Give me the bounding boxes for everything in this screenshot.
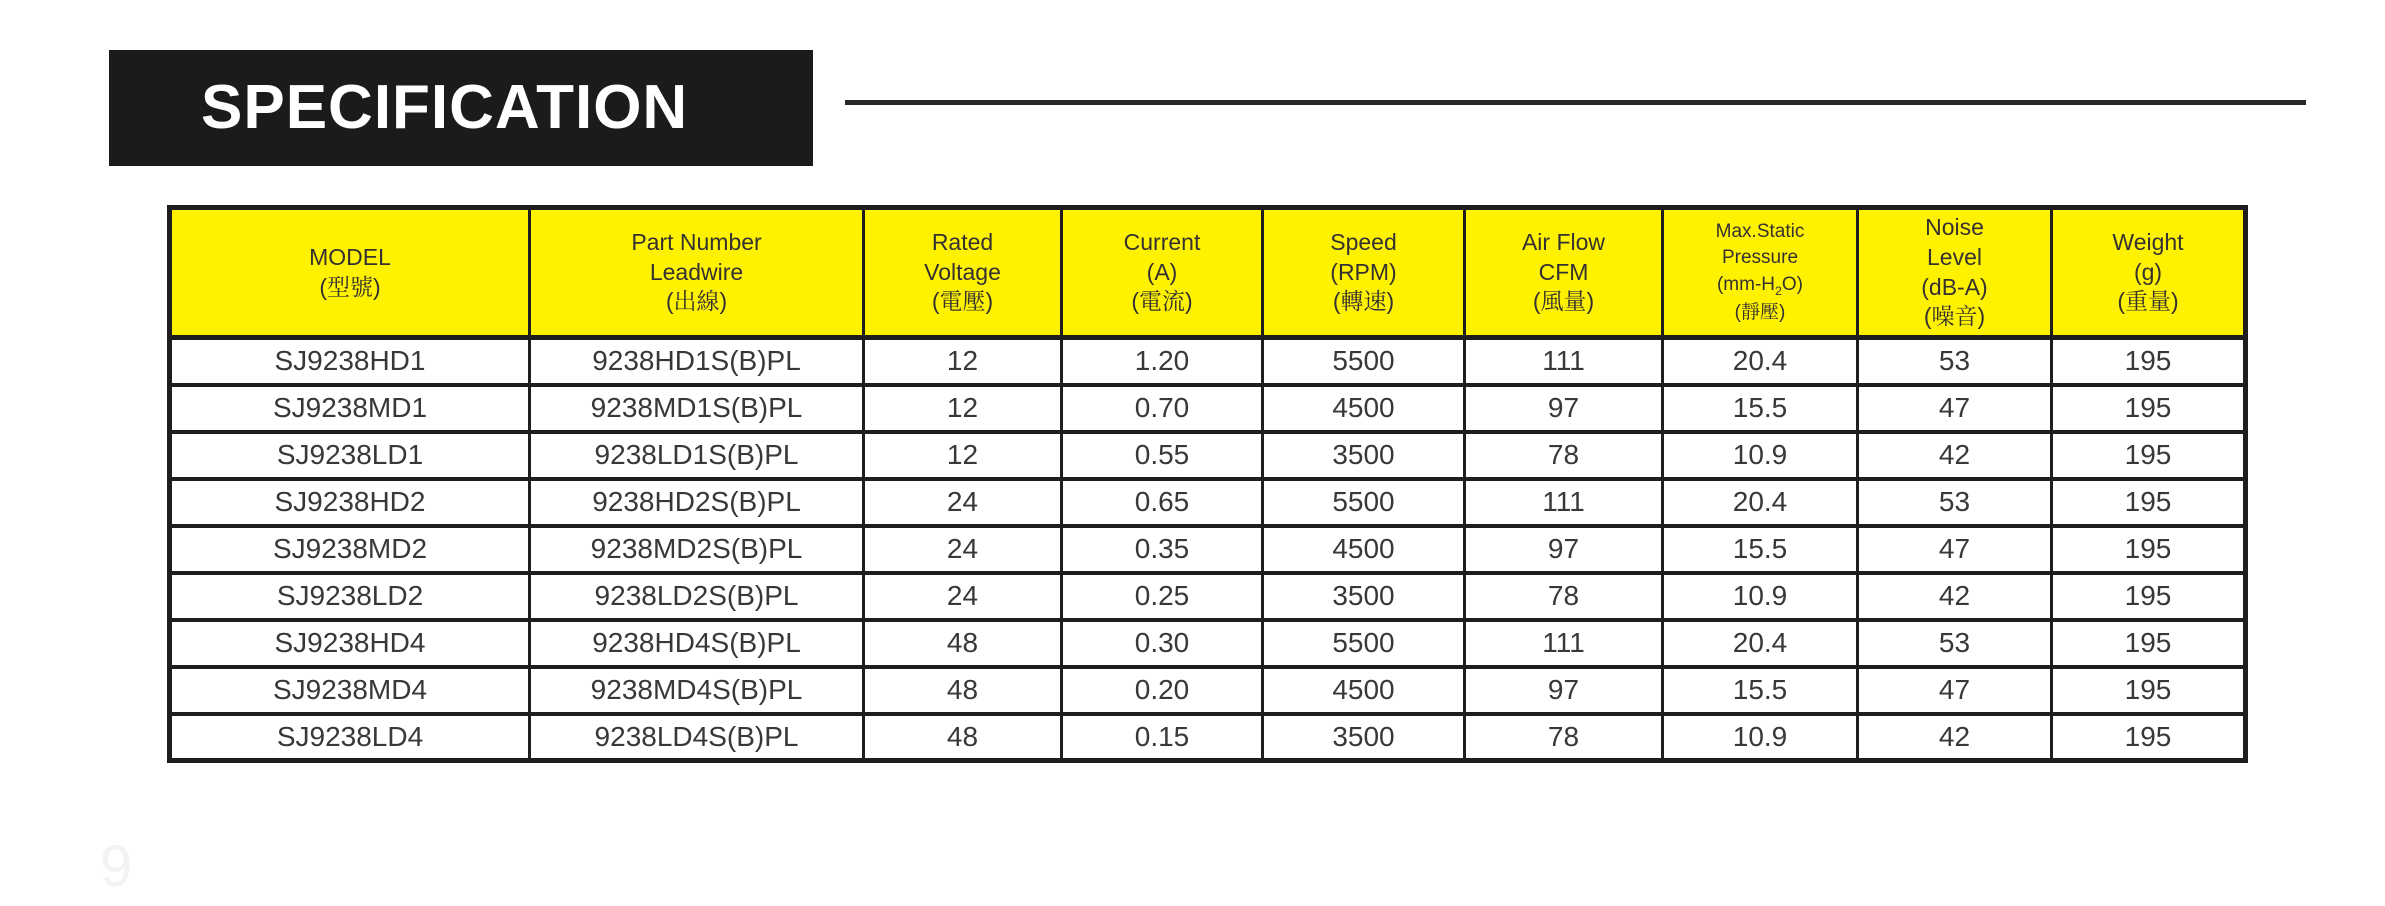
column-header-part-number-leadwire: Part Number Leadwire (出線) <box>530 208 864 338</box>
cell-model: SJ9238MD4 <box>170 667 530 714</box>
column-header-noise-level: Noise Level (dB-A) (噪音) <box>1858 208 2052 338</box>
column-header-speed: Speed (RPM) (轉速) <box>1263 208 1465 338</box>
cell-rated-voltage: 48 <box>864 714 1062 761</box>
table-row-SJ9238MD4 <box>170 667 2246 714</box>
cell-air-flow: 97 <box>1465 667 1663 714</box>
table-row-SJ9238HD1 <box>170 338 2246 385</box>
cell-part-number-leadwire: 9238LD4S(B)PL <box>530 714 864 761</box>
cell-air-flow: 97 <box>1465 385 1663 432</box>
cell-current: 1.20 <box>1062 338 1263 385</box>
cell-air-flow: 111 <box>1465 620 1663 667</box>
cell-air-flow: 97 <box>1465 526 1663 573</box>
cell-rated-voltage: 12 <box>864 385 1062 432</box>
cell-part-number-leadwire: 9238HD2S(B)PL <box>530 479 864 526</box>
column-header-model: MODEL (型號) <box>170 208 530 338</box>
cell-noise-level: 47 <box>1858 667 2052 714</box>
cell-current: 0.35 <box>1062 526 1263 573</box>
cell-rated-voltage: 24 <box>864 573 1062 620</box>
table-row-SJ9238MD2 <box>170 526 2246 573</box>
cell-weight: 195 <box>2052 573 2246 620</box>
table-body <box>170 338 2246 761</box>
table-row-SJ9238HD2 <box>170 479 2246 526</box>
cell-current: 0.25 <box>1062 573 1263 620</box>
table-row-SJ9238MD1 <box>170 385 2246 432</box>
cell-max-static-pressure: 20.4 <box>1663 620 1858 667</box>
cell-current: 0.70 <box>1062 385 1263 432</box>
cell-air-flow: 78 <box>1465 573 1663 620</box>
title-rule-line <box>845 100 2306 105</box>
column-header-weight: Weight (g) (重量) <box>2052 208 2246 338</box>
table-row-SJ9238LD1 <box>170 432 2246 479</box>
cell-rated-voltage: 12 <box>864 432 1062 479</box>
cell-noise-level: 42 <box>1858 714 2052 761</box>
section-title-bar <box>109 50 813 166</box>
cell-max-static-pressure: 10.9 <box>1663 573 1858 620</box>
cell-weight: 195 <box>2052 385 2246 432</box>
cell-part-number-leadwire: 9238LD2S(B)PL <box>530 573 864 620</box>
cell-noise-level: 47 <box>1858 526 2052 573</box>
cell-current: 0.20 <box>1062 667 1263 714</box>
cell-max-static-pressure: 20.4 <box>1663 479 1858 526</box>
table-row-SJ9238LD2 <box>170 573 2246 620</box>
specification-table <box>167 205 2248 763</box>
cell-max-static-pressure: 15.5 <box>1663 385 1858 432</box>
cell-noise-level: 53 <box>1858 338 2052 385</box>
cell-model: SJ9238MD2 <box>170 526 530 573</box>
cell-air-flow: 78 <box>1465 714 1663 761</box>
cell-max-static-pressure: 10.9 <box>1663 432 1858 479</box>
cell-model: SJ9238LD1 <box>170 432 530 479</box>
cell-speed: 3500 <box>1263 714 1465 761</box>
cell-model: SJ9238LD2 <box>170 573 530 620</box>
cell-model: SJ9238HD4 <box>170 620 530 667</box>
cell-noise-level: 42 <box>1858 573 2052 620</box>
cell-part-number-leadwire: 9238MD2S(B)PL <box>530 526 864 573</box>
cell-rated-voltage: 48 <box>864 620 1062 667</box>
cell-weight: 195 <box>2052 432 2246 479</box>
cell-part-number-leadwire: 9238MD1S(B)PL <box>530 385 864 432</box>
cell-current: 0.15 <box>1062 714 1263 761</box>
column-header-current: Current (A) (電流) <box>1062 208 1263 338</box>
cell-model: SJ9238LD4 <box>170 714 530 761</box>
cell-current: 0.55 <box>1062 432 1263 479</box>
cell-speed: 4500 <box>1263 385 1465 432</box>
section-title: SPECIFICATION <box>201 73 689 142</box>
table-row-SJ9238LD4 <box>170 714 2246 761</box>
cell-weight: 195 <box>2052 620 2246 667</box>
cell-weight: 195 <box>2052 714 2246 761</box>
table-header-row <box>170 208 2246 338</box>
cell-max-static-pressure: 15.5 <box>1663 526 1858 573</box>
cell-air-flow: 111 <box>1465 338 1663 385</box>
cell-max-static-pressure: 10.9 <box>1663 714 1858 761</box>
table-row-SJ9238HD4 <box>170 620 2246 667</box>
cell-speed: 5500 <box>1263 479 1465 526</box>
page-number-watermark: 9 <box>100 834 133 899</box>
cell-max-static-pressure: 20.4 <box>1663 338 1858 385</box>
cell-rated-voltage: 12 <box>864 338 1062 385</box>
column-header-max-static-pressure: Max.Static Pressure $(mm-H_2O)$ (靜壓) <box>1663 208 1858 338</box>
cell-speed: 4500 <box>1263 667 1465 714</box>
cell-noise-level: 42 <box>1858 432 2052 479</box>
column-header-rated-voltage: Rated Voltage (電壓) <box>864 208 1062 338</box>
cell-part-number-leadwire: 9238MD4S(B)PL <box>530 667 864 714</box>
cell-noise-level: 47 <box>1858 385 2052 432</box>
cell-model: SJ9238MD1 <box>170 385 530 432</box>
cell-weight: 195 <box>2052 667 2246 714</box>
cell-noise-level: 53 <box>1858 620 2052 667</box>
cell-part-number-leadwire: 9238LD1S(B)PL <box>530 432 864 479</box>
cell-rated-voltage: 24 <box>864 479 1062 526</box>
cell-current: 0.30 <box>1062 620 1263 667</box>
cell-noise-level: 53 <box>1858 479 2052 526</box>
cell-speed: 3500 <box>1263 432 1465 479</box>
cell-model: SJ9238HD2 <box>170 479 530 526</box>
table-head <box>170 208 2246 338</box>
cell-max-static-pressure: 15.5 <box>1663 667 1858 714</box>
column-header-air-flow: Air Flow CFM (風量) <box>1465 208 1663 338</box>
cell-air-flow: 111 <box>1465 479 1663 526</box>
cell-current: 0.65 <box>1062 479 1263 526</box>
cell-rated-voltage: 24 <box>864 526 1062 573</box>
cell-part-number-leadwire: 9238HD4S(B)PL <box>530 620 864 667</box>
cell-weight: 195 <box>2052 479 2246 526</box>
cell-speed: 4500 <box>1263 526 1465 573</box>
cell-speed: 5500 <box>1263 620 1465 667</box>
cell-part-number-leadwire: 9238HD1S(B)PL <box>530 338 864 385</box>
cell-weight: 195 <box>2052 338 2246 385</box>
cell-weight: 195 <box>2052 526 2246 573</box>
cell-model: SJ9238HD1 <box>170 338 530 385</box>
cell-air-flow: 78 <box>1465 432 1663 479</box>
cell-speed: 5500 <box>1263 338 1465 385</box>
cell-rated-voltage: 48 <box>864 667 1062 714</box>
cell-speed: 3500 <box>1263 573 1465 620</box>
